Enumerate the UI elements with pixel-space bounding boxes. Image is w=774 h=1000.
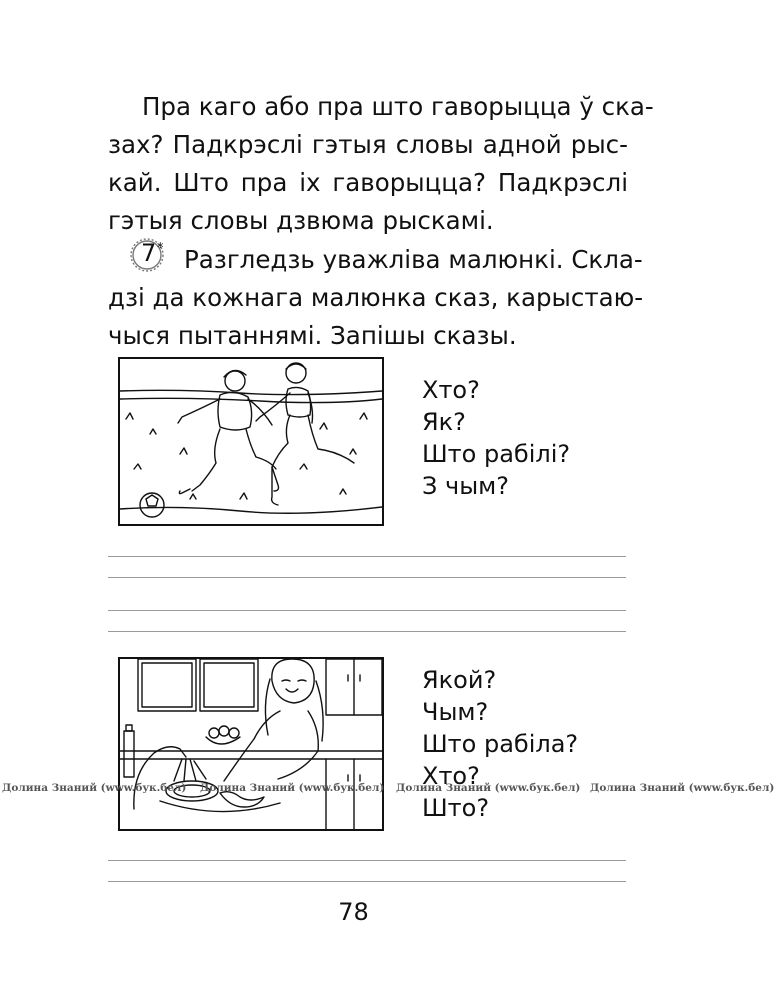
task-number-badge	[128, 238, 176, 272]
task-line: дзі да кожнага малюнка сказ, карыстаю-	[108, 283, 644, 312]
boys-playing-football-drawing	[120, 359, 382, 524]
writing-line[interactable]	[108, 860, 626, 861]
writing-line[interactable]	[108, 631, 626, 632]
watermark	[0, 782, 774, 804]
question-who: Хто?	[422, 376, 480, 404]
task-line: чыся пытаннямі. Запішы сказы.	[108, 321, 517, 350]
task-line: Разгледзь уважліва малюнкі. Скла-	[184, 245, 643, 274]
question-what: Што?	[422, 794, 490, 822]
watermark-text: Долина Знаний (www.бук.бел)	[200, 782, 385, 794]
question-with-what: Чым?	[422, 698, 489, 726]
intro-line: кай. Што пра іх гаворыцца? Падкрэслі	[108, 168, 628, 197]
question-with-what: З чым?	[422, 472, 509, 500]
intro-paragraph	[108, 88, 654, 240]
watermark-text: Долина Знаний (www.бук.бел)	[396, 782, 581, 794]
picture-1-questions	[422, 374, 570, 502]
question-how: Як?	[422, 408, 466, 436]
task-difficulty-mark: *	[157, 241, 164, 256]
writing-line[interactable]	[108, 556, 626, 557]
question-which: Якой?	[422, 666, 497, 694]
question-what-did: Што рабіла?	[422, 730, 579, 758]
watermark-text: Долина Знаний (www.бук.бел)	[2, 782, 187, 794]
intro-line: зах? Падкрэслі гэтыя словы адной рыс-	[108, 130, 628, 159]
page-number: 78	[338, 898, 369, 926]
writing-line[interactable]	[108, 881, 626, 882]
intro-line: гэтыя словы дзвюма рыскамі.	[108, 206, 494, 235]
question-what-did: Што рабілі?	[422, 440, 571, 468]
illustration-boys-football	[118, 357, 384, 526]
task-number: 7	[141, 239, 157, 267]
watermark-text: Долина Знаний (www.бук.бел)	[590, 782, 774, 794]
task-7-instruction	[108, 238, 644, 355]
writing-line[interactable]	[108, 610, 626, 611]
illustration-girl-washing-dishes	[118, 657, 384, 831]
question-who: Хто?	[422, 762, 480, 790]
intro-line: Пра каго або пра што гаворыцца ў ска-	[142, 92, 654, 121]
writing-line[interactable]	[108, 577, 626, 578]
